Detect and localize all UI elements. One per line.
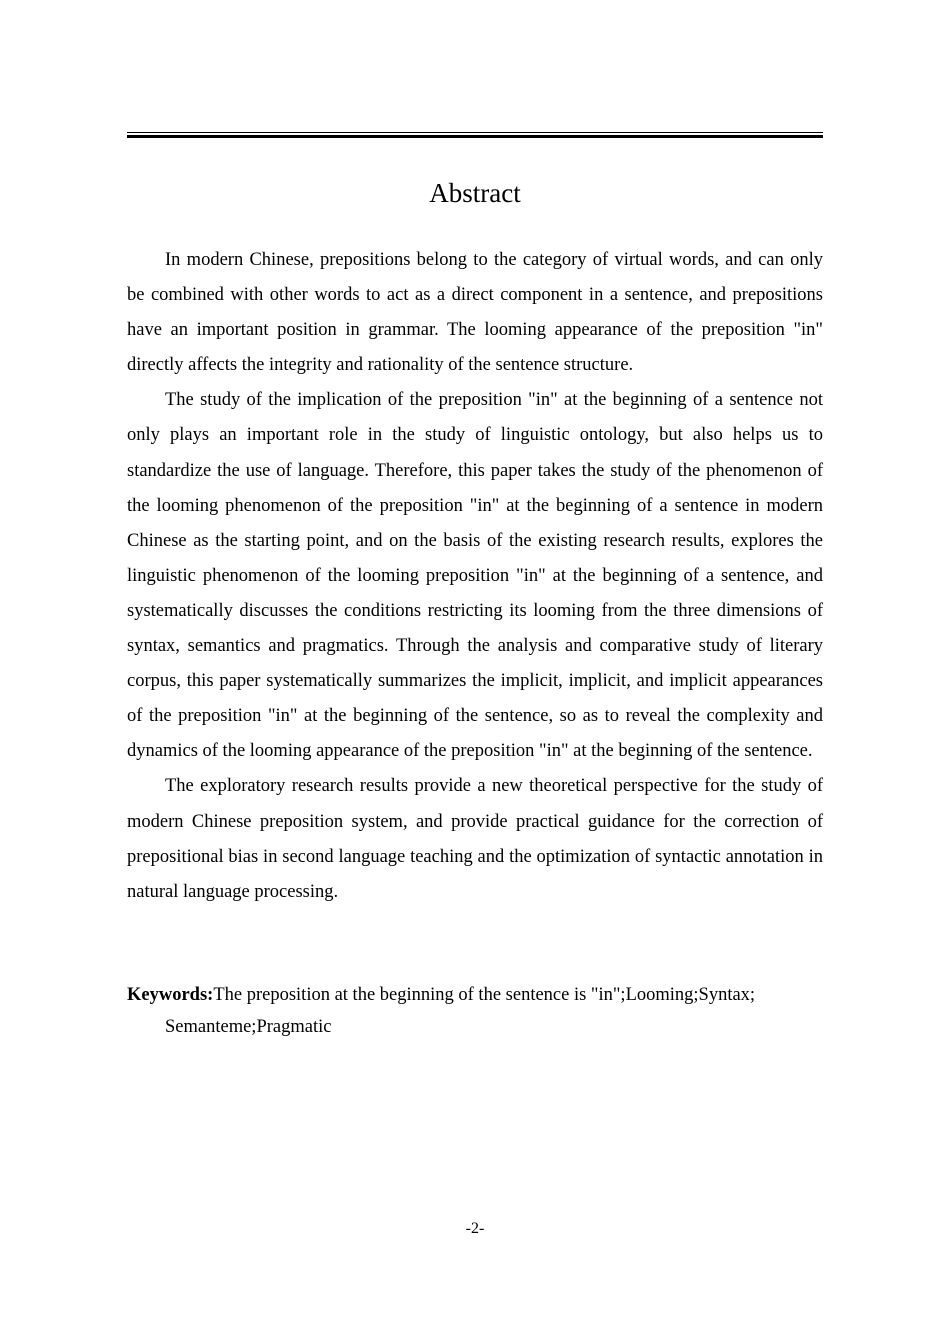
abstract-paragraph-1: In modern Chinese, prepositions belong to the category of virtual words, and can only be combined with other words to act as a direct component in a sentence, and prepositions have an important position in grammar. The looming appearance of the preposition "in" directly affects the integrity and rationality of the sentence structure.: [127, 250, 823, 376]
page-title: Abstract: [429, 178, 521, 208]
header-double-rule: [127, 132, 823, 138]
keywords-label: Keywords:: [127, 985, 214, 1005]
abstract-paragraph-3: The exploratory research results provide a new theoretical perspective for the study of modern Chinese preposition system, and provide practical guidance for the correction of prepositional bias in second language teaching and the optimization of syntactic annotation in natural language processing.: [127, 776, 823, 902]
page-number: -2-: [465, 1220, 485, 1237]
abstract-paragraph-2: The study of the implication of the preposition "in" at the beginning of a sentence not only plays an important role in the study of linguistic ontology, but also helps us to standardize the use of language. Therefore, this paper takes the study of the phenomenon of the looming phenomenon of the preposition "in" at the beginning of a sentence in modern Chinese as the starting point, and on the basis of the existing research results, explores the linguistic phenomenon of the looming preposition "in" at the beginning of a sentence, and systematically discusses the conditions restricting its looming from the three dimensions of syntax, semantics and pragmatics. Through the analysis and comparative study of literary corpus, this paper systematically summarizes the implicit, implicit, and implicit appearances of the preposition "in" at the beginning of the sentence, so as to reveal the complexity and dynamics of the looming appearance of the preposition "in" at the beginning of the sentence.: [127, 390, 823, 762]
keywords-line: [127, 979, 823, 1043]
abstract-body: [127, 243, 823, 910]
keywords-text: The preposition at the beginning of the sentence is "in";Looming;Syntax; Semanteme;Pragmatic: [165, 985, 756, 1037]
